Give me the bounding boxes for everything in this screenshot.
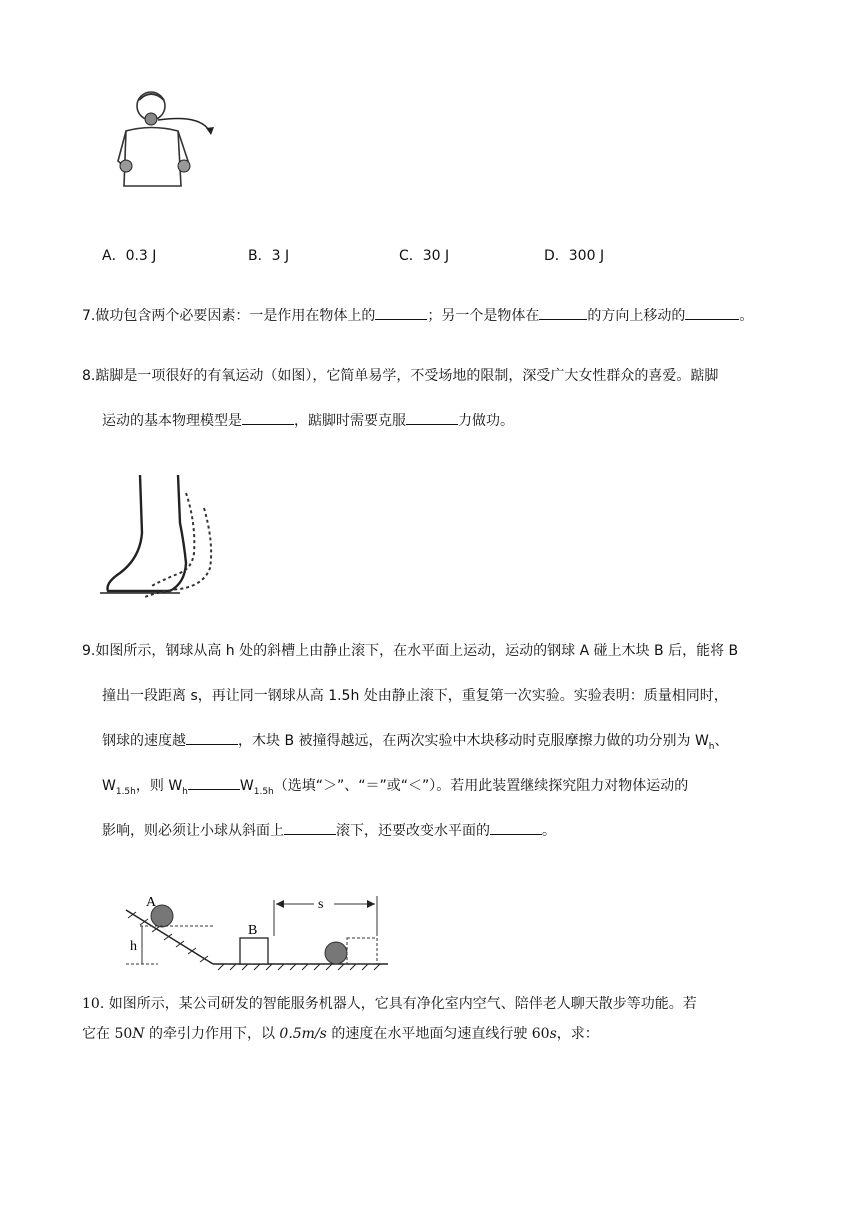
- question-9-line5: 影响，则必须让小球从斜面上 滚下，还要改变水平面的 。: [102, 820, 556, 841]
- foot-figure: [100, 463, 240, 603]
- option-d: D．300 J: [544, 248, 605, 264]
- question-7: 7.做功包含两个必要因素：一是作用在物体上的 ；另一个是物体在 的方向上移动的 。: [82, 305, 753, 326]
- blank[interactable]: [375, 305, 427, 320]
- label-s: s: [318, 897, 324, 912]
- blank[interactable]: [406, 410, 458, 425]
- person-figure: [106, 86, 218, 196]
- question-9-line3: 钢球的速度越 ，木块 B 被撞得越远，在两次实验中木块移动时克服摩擦力做的功分别为 $W_h$、: [102, 730, 729, 757]
- question-9-line2: 撞出一段距离 s，再让同一钢球从高 1.5h 处由静止滚下，重复第一次实验。实验表明：质量相同时，: [102, 688, 728, 704]
- question-9-line1: 9.如图所示，钢球从高 h 处的斜槽上由静止滚下，在水平面上运动，运动的钢球 A 碰上木块 B 后，能将 B: [82, 643, 739, 659]
- incline-figure: [118, 890, 393, 972]
- question-10-line2: 它在 50N 的牵引力作用下，以 0.5m/s 的速度在水平地面匀速直线行驶 60s，求：: [82, 1026, 599, 1042]
- option-c: C．30 J: [399, 248, 450, 264]
- question-8-line1: 8.踮脚是一项很好的有氧运动（如图），它简单易学，不受场地的限制，深受广大女性群众的喜爱。踮脚: [82, 368, 719, 384]
- blank[interactable]: [188, 775, 240, 790]
- blank[interactable]: [242, 410, 294, 425]
- question-10-line1: 10. 如图所示，某公司研发的智能服务机器人，它具有净化室内空气、陪伴老人聊天散步等功能。若: [82, 996, 697, 1012]
- label-b: B: [248, 923, 258, 938]
- question-8-line2: 运动的基本物理模型是 ，踮脚时需要克服 力做功。: [102, 410, 514, 431]
- option-b: B．3 J: [248, 248, 290, 264]
- blank[interactable]: [685, 305, 739, 320]
- question-9-line4: $W_{1.5h}$，则 $W_h$ $W_{1.5h}$（选填“＞”、“＝”或“＜”）。若用此装置继续探究阻力对物体运动的: [102, 775, 688, 802]
- label-a: A: [146, 895, 157, 910]
- blank[interactable]: [284, 820, 336, 835]
- option-a: A．0.3 J: [102, 248, 157, 264]
- label-h: h: [130, 939, 137, 954]
- blank[interactable]: [490, 820, 542, 835]
- blank[interactable]: [186, 730, 238, 745]
- blank[interactable]: [539, 305, 587, 320]
